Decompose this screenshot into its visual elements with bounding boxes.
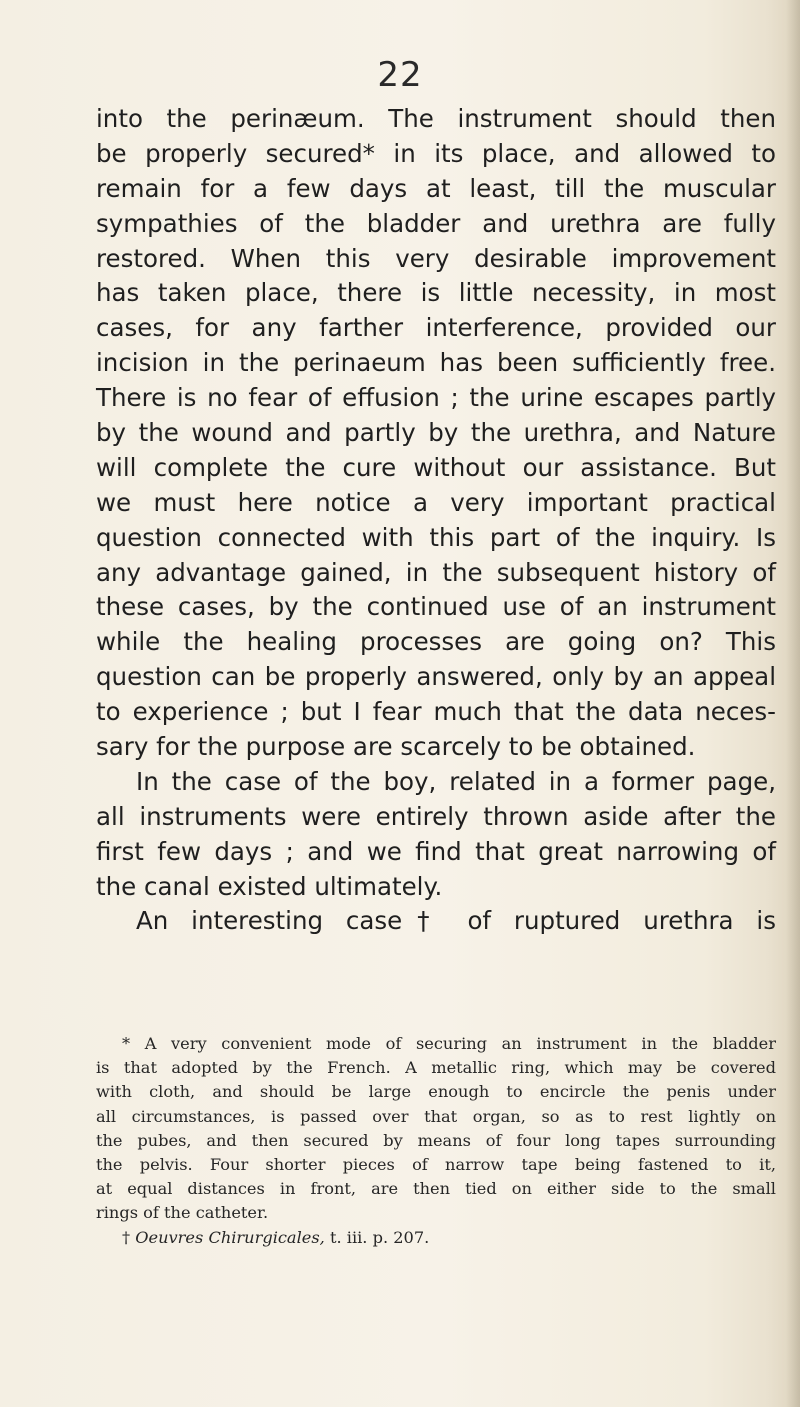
- body-line: sary for the purpose are scarcely to be obtained.: [96, 732, 696, 762]
- body-line: while the healing processes are going on? This: [96, 627, 776, 657]
- footnote-line: rings of the catheter.: [96, 1203, 269, 1223]
- body-line: incision in the perinaeum has been sufficiently free.: [96, 348, 776, 378]
- dagger-mark: †: [122, 1227, 131, 1247]
- body-line: question can be properly answered, only by an appeal: [96, 662, 776, 692]
- body-line: all instruments were entirely thrown aside after the: [96, 801, 776, 831]
- body-line: In the case of the boy, related in a former page,: [136, 766, 776, 796]
- footnote-line: the pelvis. Four shorter pieces of narrow tape being fastened to it,: [96, 1154, 776, 1174]
- footnote-line: is that adopted by the French. A metallic ring, which may be covered: [96, 1058, 776, 1078]
- footnote-line: with cloth, and should be large enough to encircle the penis under: [96, 1082, 776, 1102]
- body-line: the canal existed ultimately.: [96, 871, 443, 901]
- body-line: There is no fear of effusion ; the urine escapes partly: [96, 383, 776, 413]
- citation-reference: t. iii. p. 207.: [329, 1227, 430, 1247]
- body-line: sympathies of the bladder and urethra are fully: [96, 208, 776, 238]
- body-line: will complete the cure without our assistance. But: [96, 452, 776, 482]
- citation-title: Oeuvres Chirurgicales,: [135, 1227, 325, 1247]
- body-line: these cases, by the continued use of an instrument: [96, 592, 776, 622]
- body-line: cases, for any farther interference, provided our: [96, 313, 776, 343]
- footnote-line: all circumstances, is passed over that organ, so as to rest lightly on: [96, 1106, 776, 1126]
- page-edge-shadow: [786, 0, 800, 1407]
- body-line: we must here notice a very important practical: [96, 487, 776, 517]
- footnote-line: * A very convenient mode of securing an instrument in the bladder: [122, 1034, 776, 1053]
- body-line: An interesting case† of ruptured urethra is: [136, 906, 776, 936]
- body-line: be properly secured* in its place, and allowed to: [96, 138, 776, 168]
- citation-footnote: [96, 1226, 776, 1250]
- body-text: [96, 102, 776, 939]
- body-line: has taken place, there is little necessity, in most: [96, 278, 776, 308]
- body-line: any advantage gained, in the subsequent history of: [96, 557, 776, 587]
- footnote-line: at equal distances in front, are then tied on either side to the small: [96, 1179, 776, 1199]
- body-line: to experience ; but I fear much that the data neces-: [96, 697, 776, 727]
- footnotes: [96, 1032, 776, 1250]
- body-line: remain for a few days at least, till the muscular: [96, 173, 776, 203]
- body-line: by the wound and partly by the urethra, and Nature: [96, 418, 776, 448]
- footnote-line: the pubes, and then secured by means of four long tapes surrounding: [96, 1130, 776, 1150]
- body-line: first few days ; and we find that great narrowing of: [96, 836, 776, 866]
- body-line: into the perinæum. The instrument should then: [96, 104, 776, 133]
- body-line: question connected with this part of the inquiry. Is: [96, 522, 776, 552]
- page-number: 22: [377, 55, 423, 95]
- body-line: restored. When this very desirable improvement: [96, 243, 776, 273]
